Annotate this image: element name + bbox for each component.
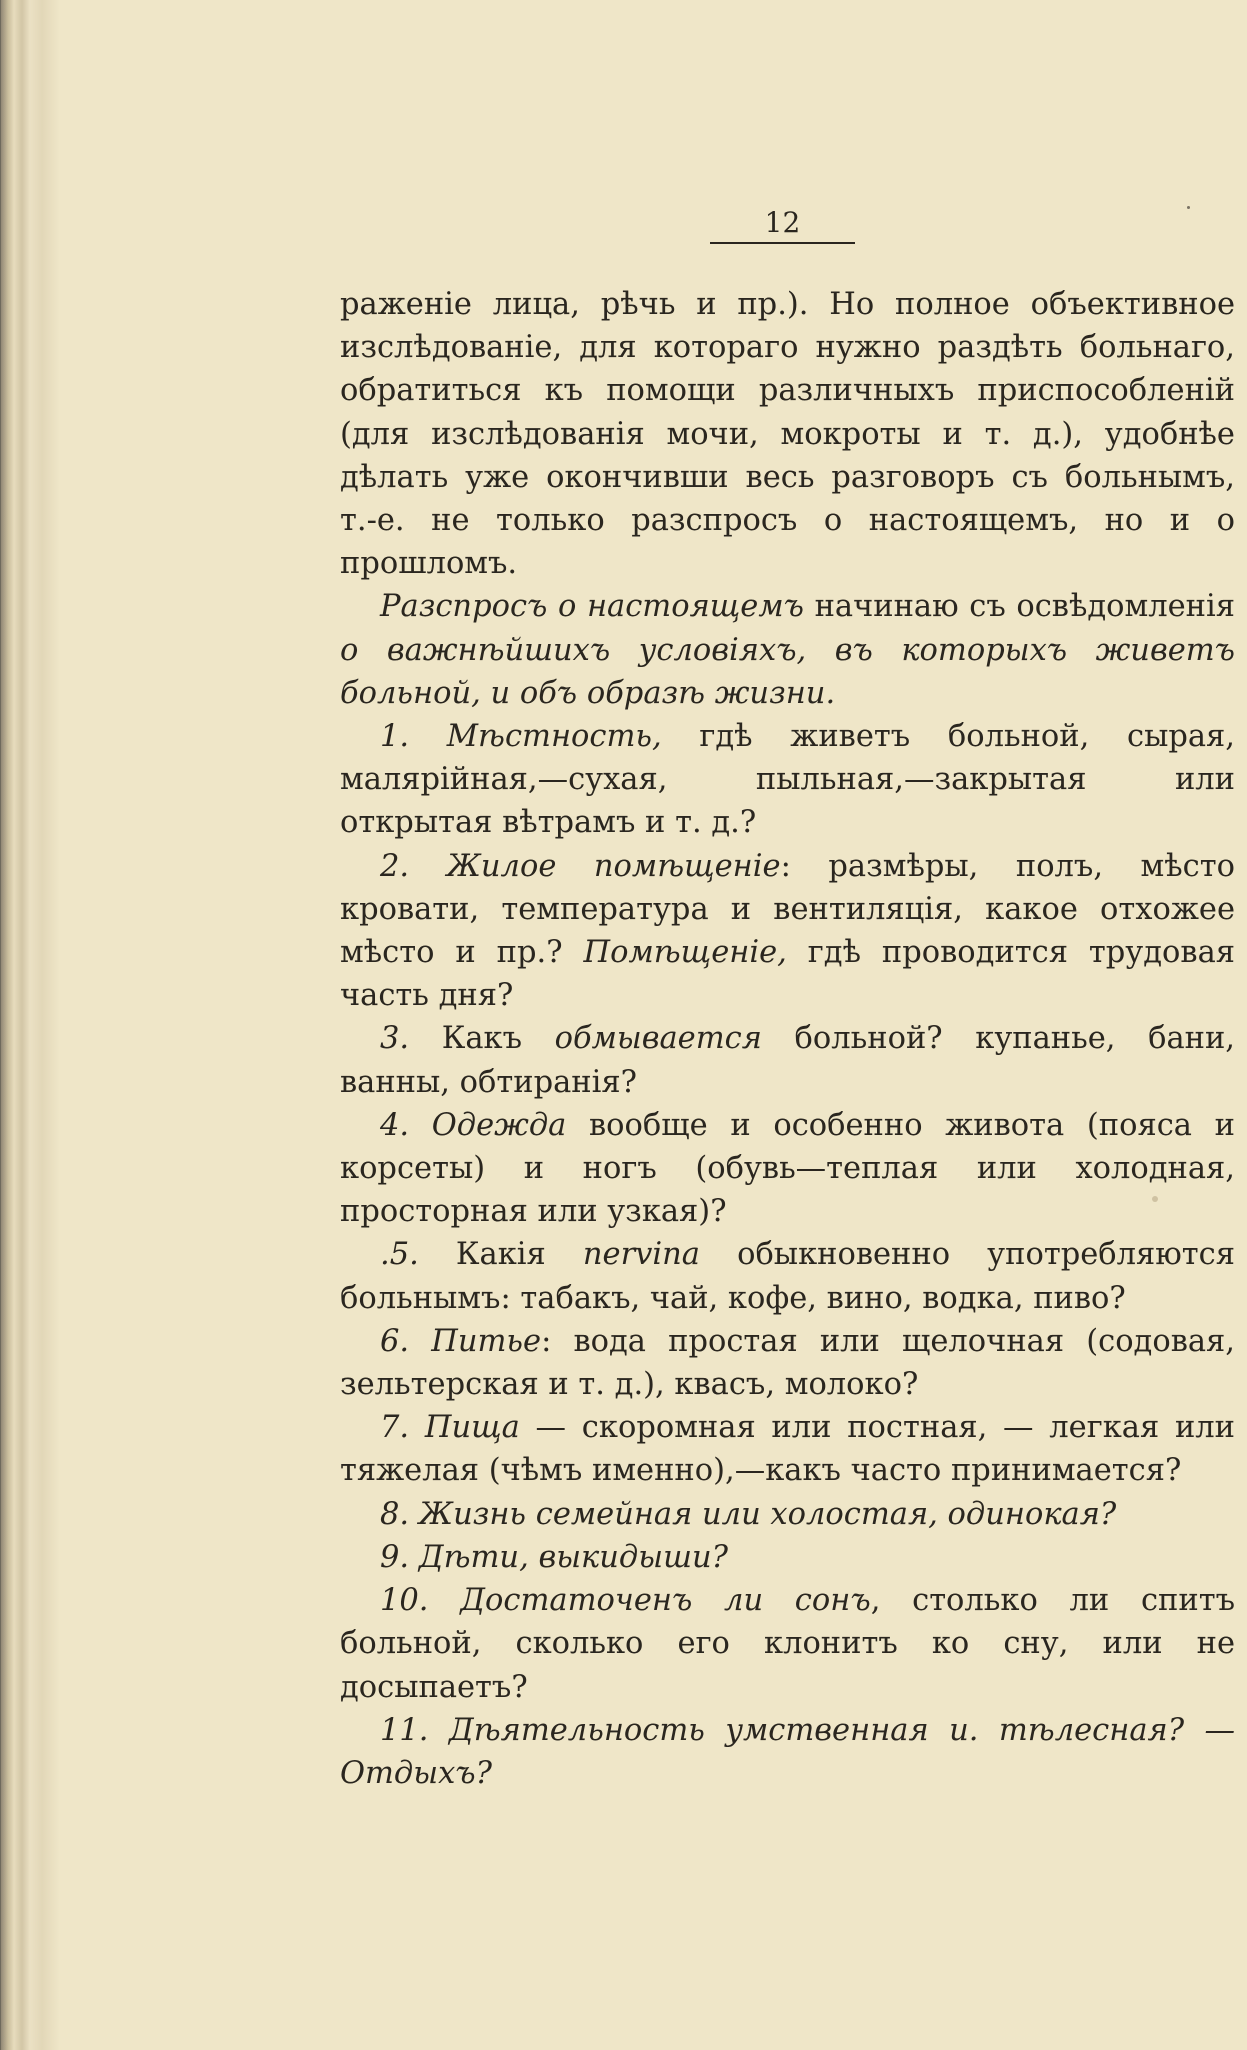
list-item-clothing	[340, 1104, 1235, 1234]
text-segment: Разспросъ о настоящемъ	[380, 589, 804, 625]
book-gutter	[0, 0, 60, 2050]
paragraph-intro	[340, 283, 1235, 585]
text-segment: .5.	[380, 1237, 419, 1273]
text-segment: 3.	[380, 1021, 410, 1057]
text-segment: раженіе лица, рѣчь и пр.). Но полное объективное изслѣдованіе, для котораго нужно раздѣть больнаго, обратиться къ помощи различныхъ приспособленій (для изслѣдованія мочи, мокроты и т. д.), удобнѣе дѣлать уже окончивши весь разговоръ съ больнымъ, т.-е. не только разспросъ о настоящемъ, но и о прошломъ.	[340, 287, 1235, 582]
text-segment: Какія	[418, 1237, 583, 1273]
text-segment: 1. Мѣстность,	[380, 719, 662, 755]
list-item-sleep	[340, 1579, 1235, 1709]
list-item-food	[340, 1406, 1235, 1492]
list-item-family-life	[340, 1493, 1235, 1536]
list-item-activity	[340, 1709, 1235, 1795]
text-segment: 11. Дѣятельность умственная и. тѣлесная? — Отдыхъ?	[340, 1712, 1235, 1791]
text-segment: — скоромная или постная, — легкая или тяжелая (чѣмъ именно),—какъ часто принимается?	[340, 1410, 1235, 1489]
text-segment: , столько ли спитъ больной, сколько его клонитъ ко сну, или не досыпаетъ?	[340, 1583, 1235, 1705]
page-body	[340, 200, 1235, 1795]
text-segment: nervina	[582, 1237, 700, 1273]
paragraph-present-inquiry	[340, 585, 1235, 715]
text-segment: : размѣры, полъ, мѣсто кровати, температура и вентиляція, какое отхожее мѣсто и пр.?	[340, 848, 1235, 971]
text-segment: о важнѣйшихъ условіяхъ, въ которыхъ живетъ больной, и объ образѣ жизни.	[340, 632, 1235, 711]
text-segment: Помѣщеніе,	[583, 935, 787, 971]
text-segment: 9. Дѣти, выкидыши?	[380, 1539, 728, 1575]
text-segment: 8. Жизнь семейная или холостая, одинокая?	[380, 1496, 1117, 1532]
text-segment: 10. Достаточенъ ли сонъ	[380, 1583, 871, 1619]
page-number: 12	[764, 206, 801, 239]
text-segment: гдѣ живетъ больной, сырая, малярійная,—сухая, пыльная,—закрытая или открытая вѣтрамъ и т. д.?	[340, 719, 1235, 841]
text-segment: обмывается	[554, 1021, 762, 1057]
gutter-edge	[0, 0, 1, 2050]
text-segment: гдѣ проводится трудовая часть дня?	[340, 935, 1235, 1014]
list-item-children	[340, 1536, 1235, 1579]
text-segment: больной? купанье, бани, ванны, обтиранія?	[340, 1021, 1235, 1100]
list-item-dwelling	[340, 845, 1235, 1018]
list-item-nervina	[340, 1233, 1235, 1319]
text-segment: : вода простая или щелочная (содовая, зельтерская и т. д.), квасъ, молоко?	[340, 1323, 1235, 1403]
text-segment: 2. Жилое помѣщеніе	[380, 848, 781, 884]
text-segment: Какъ	[409, 1021, 555, 1057]
text-segment: вообще и особенно живота (пояса и корсеты) и ногъ (обувь—теплая или холодная, просторная или узкая)?	[340, 1107, 1235, 1230]
list-item-drink	[340, 1320, 1235, 1406]
text-segment: 7. Пища	[380, 1410, 520, 1446]
text-segment: обыкновенно употребляются больнымъ: табакъ, чай, кофе, вино, водка, пиво?	[340, 1237, 1235, 1316]
list-item-locality	[340, 715, 1235, 845]
text-segment: 6. Питье	[380, 1323, 542, 1359]
list-item-washing	[340, 1017, 1235, 1103]
text-segment: 4. Одежда	[380, 1107, 567, 1143]
text-segment: начинаю съ освѣдомленія	[803, 589, 1235, 625]
